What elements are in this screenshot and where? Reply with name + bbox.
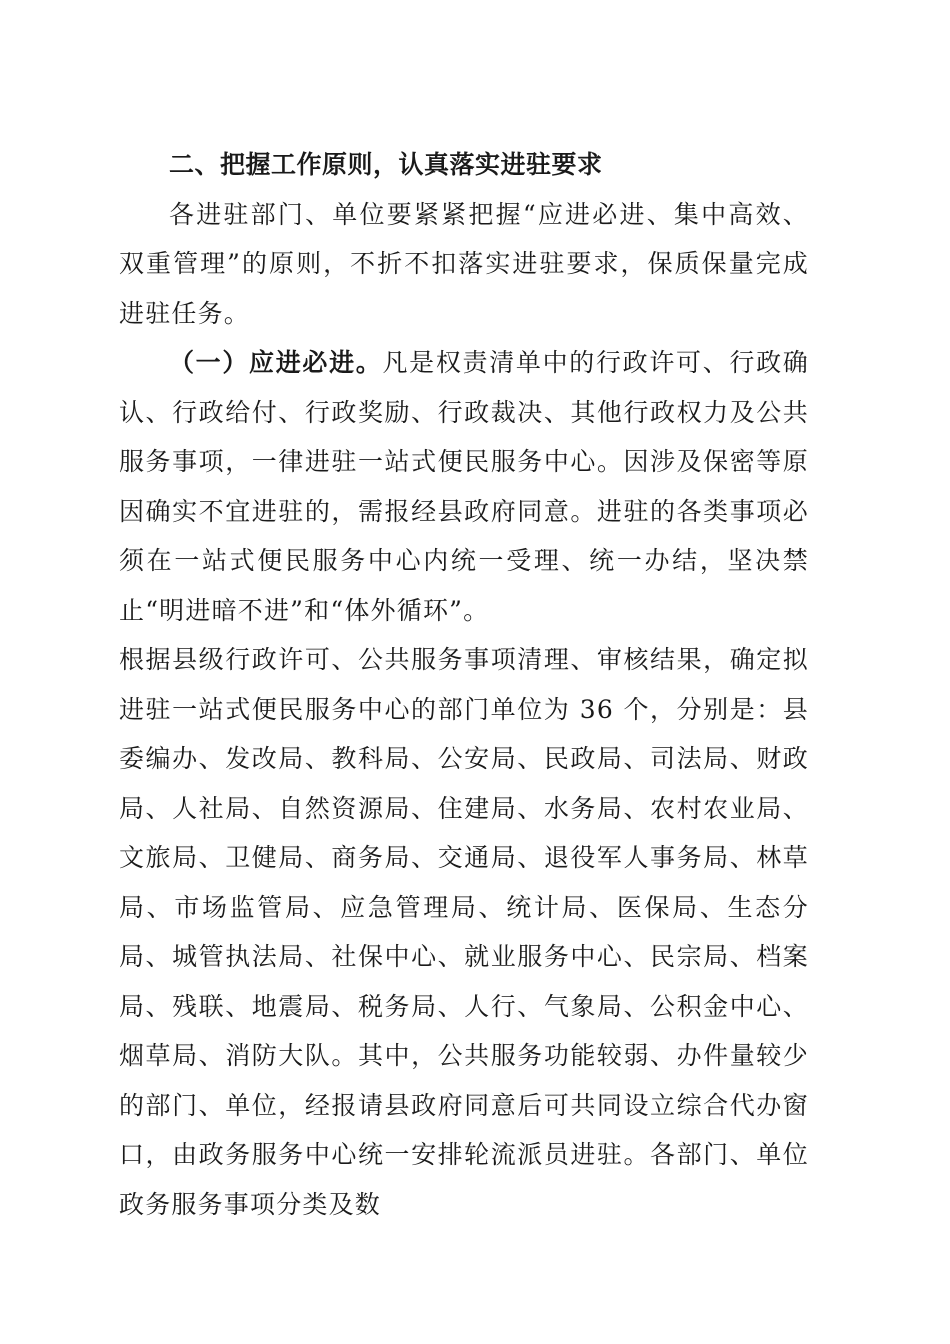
subsection-paragraph [119,338,809,635]
subsection-lead: （一）应进必进。 [169,348,383,377]
document-body [119,140,809,1229]
section-heading: 二、把握工作原则，认真落实进驻要求 [169,150,603,179]
subsection-body: 凡是权责清单中的行政许可、行政确认、行政给付、行政奖励、行政裁决、其他行政权力及公共服务事项，一律进驻一站式便民服务中心。因涉及保密等原因确实不宜进驻的，需报经县政府同意。进驻的各类事项必须在一站式便民服务中心内统一受理、统一办结，坚决禁止“明进暗不进”和“体外循环”。 [119,348,809,625]
intro-paragraph: 各进驻部门、单位要紧紧把握“应进必进、集中高效、双重管理”的原则，不折不扣落实进驻要求，保质保量完成进驻任务。 [119,199,809,328]
departments-paragraph: 根据县级行政许可、公共服务事项清理、审核结果，确定拟进驻一站式便民服务中心的部门单位为 36 个，分别是：县委编办、发改局、教科局、公安局、民政局、司法局、财政局、人社局、自然资源局、住建局、水务局、农村农业局、文旅局、卫健局、商务局、交通局、退役军人事务局、林草局、市场监管局、应急管理局、统计局、医保局、生态分局、城管执法局、社保中心、就业服务中心、民宗局、档案局、残联、地震局、税务局、人行、气象局、公积金中心、烟草局、消防大队。其中，公共服务功能较弱、办件量较少的部门、单位，经报请县政府同意后可共同设立综合代办窗口，由政务服务中心统一安排轮流派员进驻。各部门、单位政务服务事项分类及数 [119,645,809,1219]
